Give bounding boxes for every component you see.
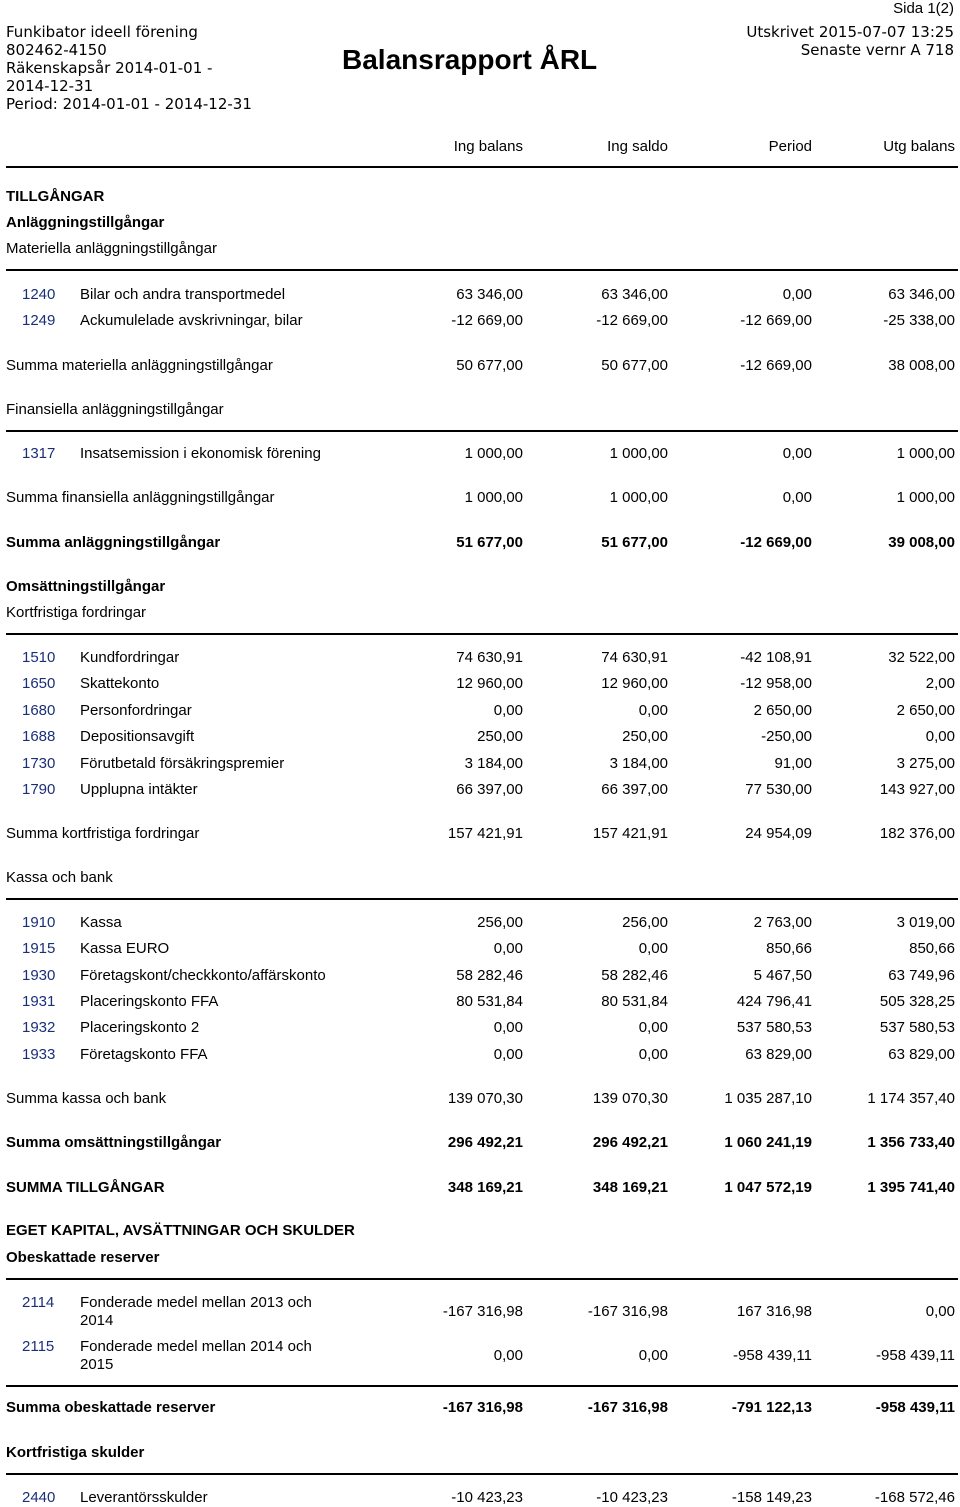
account-name-cont: 2014 <box>80 1312 114 1329</box>
amount-cell: 0,00 <box>493 1347 523 1364</box>
account-number: 1933 <box>22 1046 56 1063</box>
amount-cell: 58 282,46 <box>601 967 668 984</box>
amount-cell: -12 958,00 <box>740 675 812 692</box>
amount-cell: 66 397,00 <box>601 781 668 798</box>
amount-cell: -25 338,00 <box>883 312 955 329</box>
amount-cell: 0,00 <box>782 489 812 506</box>
amount-cell: 80 531,84 <box>601 993 668 1010</box>
fiscal-year-end: 2014-12-31 <box>6 77 94 95</box>
account-name: Ackumulelade avskrivningar, bilar <box>80 312 303 329</box>
group-title: Kortfristiga fordringar <box>6 604 147 621</box>
amount-cell: 1 174 357,40 <box>867 1090 955 1107</box>
amount-cell: 1 356 733,40 <box>867 1134 955 1151</box>
amount-cell: 1 000,00 <box>896 489 955 506</box>
divider <box>6 633 958 635</box>
group-title: Kassa och bank <box>6 869 113 886</box>
amount-cell: 348 169,21 <box>592 1179 668 1196</box>
org-name: Funkibator ideell förening <box>6 23 198 41</box>
amount-cell: 3 019,00 <box>896 914 955 931</box>
amount-cell: 139 070,30 <box>592 1090 668 1107</box>
fiscal-year: Räkenskapsår 2014-01-01 - <box>6 59 213 77</box>
account-name: Upplupna intäkter <box>80 781 198 798</box>
amount-cell: 0,00 <box>493 1019 523 1036</box>
account-name: Kundfordringar <box>80 649 180 666</box>
section-title: TILLGÅNGAR <box>6 188 105 205</box>
amount-cell: 157 421,91 <box>592 825 668 842</box>
amount-cell: 63 829,00 <box>745 1046 812 1063</box>
amount-cell: 51 677,00 <box>601 534 668 551</box>
sum-label: Summa finansiella anläggningstillgångar <box>6 489 275 506</box>
amount-cell: -12 669,00 <box>740 312 812 329</box>
amount-cell: 0,00 <box>638 940 668 957</box>
divider <box>6 1385 958 1387</box>
account-name: Förutbetald försäkringspremier <box>80 755 285 772</box>
amount-cell: 0,00 <box>493 940 523 957</box>
amount-cell: 0,00 <box>638 1019 668 1036</box>
amount-cell: 182 376,00 <box>879 825 955 842</box>
account-name: Depositionsavgift <box>80 728 195 745</box>
printed-date: Utskrivet 2015-07-07 13:25 <box>746 23 954 41</box>
amount-cell: 63 346,00 <box>601 286 668 303</box>
amount-cell: 1 000,00 <box>464 489 523 506</box>
amount-cell: 5 467,50 <box>753 967 812 984</box>
period: Period: 2014-01-01 - 2014-12-31 <box>6 95 252 113</box>
amount-cell: -958 439,11 <box>875 1399 955 1416</box>
divider <box>6 1278 958 1280</box>
account-name: Placeringskonto 2 <box>80 1019 200 1036</box>
amount-cell: 1 047 572,19 <box>724 1179 812 1196</box>
amount-cell: -10 423,23 <box>596 1489 668 1506</box>
group-title: Omsättningstillgångar <box>6 578 166 595</box>
account-name: Fonderade medel mellan 2013 och <box>80 1294 312 1311</box>
amount-cell: 3 184,00 <box>609 755 668 772</box>
amount-cell: 3 184,00 <box>464 755 523 772</box>
account-name: Insatsemission i ekonomisk förening <box>80 445 321 462</box>
amount-cell: 1 000,00 <box>609 489 668 506</box>
amount-cell: 1 000,00 <box>896 445 955 462</box>
sum-label: SUMMA TILLGÅNGAR <box>6 1179 165 1196</box>
account-name-cont: 2015 <box>80 1356 114 1373</box>
amount-cell: -250,00 <box>761 728 812 745</box>
account-name: Företagskont/checkkonto/affärskonto <box>80 967 326 984</box>
amount-cell: -12 669,00 <box>596 312 668 329</box>
amount-cell: 63 346,00 <box>888 286 955 303</box>
account-number: 1915 <box>22 940 56 957</box>
amount-cell: 66 397,00 <box>456 781 523 798</box>
col-ing-saldo: Ing saldo <box>607 138 668 155</box>
amount-cell: 2 650,00 <box>753 702 812 719</box>
amount-cell: -12 669,00 <box>451 312 523 329</box>
account-number: 1930 <box>22 967 56 984</box>
group-title: Obeskattade reserver <box>6 1249 160 1266</box>
amount-cell: 348 169,21 <box>447 1179 523 1196</box>
amount-cell: 0,00 <box>782 445 812 462</box>
org-number: 802462-4150 <box>6 41 107 59</box>
amount-cell: 63 829,00 <box>888 1046 955 1063</box>
amount-cell: 0,00 <box>493 1046 523 1063</box>
amount-cell: 167 316,98 <box>736 1303 812 1320</box>
amount-cell: 256,00 <box>622 914 668 931</box>
account-number: 2114 <box>22 1294 55 1311</box>
amount-cell: -168 572,46 <box>874 1489 955 1506</box>
amount-cell: 12 960,00 <box>456 675 523 692</box>
group-title: Finansiella anläggningstillgångar <box>6 401 224 418</box>
amount-cell: 850,66 <box>909 940 955 957</box>
account-name: Kassa EURO <box>80 940 170 957</box>
divider <box>6 269 958 271</box>
amount-cell: 296 492,21 <box>592 1134 668 1151</box>
section-title: Anläggningstillgångar <box>6 214 165 231</box>
amount-cell: -12 669,00 <box>740 534 812 551</box>
account-name: Leverantörsskulder <box>80 1489 208 1506</box>
amount-cell: -42 108,91 <box>740 649 812 666</box>
amount-cell: 63 346,00 <box>456 286 523 303</box>
amount-cell: 3 275,00 <box>896 755 955 772</box>
amount-cell: 1 000,00 <box>609 445 668 462</box>
sum-label: Summa kortfristiga fordringar <box>6 825 200 842</box>
amount-cell: 80 531,84 <box>456 993 523 1010</box>
amount-cell: -12 669,00 <box>740 357 812 374</box>
account-number: 2115 <box>22 1338 55 1355</box>
account-number: 1249 <box>22 312 56 329</box>
divider <box>6 1473 958 1475</box>
account-name: Skattekonto <box>80 675 160 692</box>
amount-cell: 12 960,00 <box>601 675 668 692</box>
amount-cell: 2 650,00 <box>896 702 955 719</box>
amount-cell: 250,00 <box>477 728 523 745</box>
col-utg-balans: Utg balans <box>883 138 955 155</box>
amount-cell: 63 749,96 <box>888 967 955 984</box>
amount-cell: -958 439,11 <box>876 1347 955 1364</box>
amount-cell: 0,00 <box>638 1347 668 1364</box>
amount-cell: 424 796,41 <box>736 993 812 1010</box>
amount-cell: -10 423,23 <box>451 1489 523 1506</box>
account-number: 1680 <box>22 702 56 719</box>
group-title: Materiella anläggningstillgångar <box>6 240 217 257</box>
amount-cell: 537 580,53 <box>736 1019 812 1036</box>
sum-label: Summa materiella anläggningstillgångar <box>6 357 273 374</box>
amount-cell: 2 763,00 <box>753 914 812 931</box>
amount-cell: 50 677,00 <box>456 357 523 374</box>
report-title: Balansrapport ÅRL <box>342 44 598 75</box>
account-name: Bilar och andra transportmedel <box>80 286 286 303</box>
amount-cell: 74 630,91 <box>456 649 523 666</box>
account-name: Placeringskonto FFA <box>80 993 219 1010</box>
account-name: Personfordringar <box>80 702 192 719</box>
account-number: 2440 <box>22 1489 56 1506</box>
account-number: 1910 <box>22 914 56 931</box>
sum-label: Summa obeskattade reserver <box>6 1399 216 1416</box>
amount-cell: 74 630,91 <box>601 649 668 666</box>
account-number: 1240 <box>22 286 56 303</box>
amount-cell: 50 677,00 <box>601 357 668 374</box>
amount-cell: 0,00 <box>638 702 668 719</box>
amount-cell: -158 149,23 <box>731 1489 812 1506</box>
account-number: 1650 <box>22 675 56 692</box>
amount-cell: -167 316,98 <box>442 1399 523 1416</box>
amount-cell: 139 070,30 <box>447 1090 523 1107</box>
amount-cell: 0,00 <box>782 286 812 303</box>
last-voucher: Senaste vernr A 718 <box>800 41 954 59</box>
account-number: 1317 <box>22 445 56 462</box>
amount-cell: 91,00 <box>774 755 812 772</box>
amount-cell: 58 282,46 <box>456 967 523 984</box>
amount-cell: -167 316,98 <box>587 1303 668 1320</box>
amount-cell: 0,00 <box>638 1046 668 1063</box>
divider <box>6 898 958 900</box>
group-title: Kortfristiga skulder <box>6 1444 145 1461</box>
sum-label: Summa omsättningstillgångar <box>6 1134 222 1151</box>
divider <box>6 430 958 432</box>
amount-cell: 250,00 <box>622 728 668 745</box>
amount-cell: -958 439,11 <box>733 1347 812 1364</box>
group-title: EGET KAPITAL, AVSÄTTNINGAR OCH SKULDER <box>6 1222 355 1239</box>
page-number: Sida 1(2) <box>893 0 954 17</box>
sum-label: Summa anläggningstillgångar <box>6 534 221 551</box>
amount-cell: 256,00 <box>477 914 523 931</box>
amount-cell: 32 522,00 <box>888 649 955 666</box>
amount-cell: 157 421,91 <box>447 825 523 842</box>
amount-cell: 0,00 <box>493 702 523 719</box>
account-name: Kassa <box>80 914 122 931</box>
amount-cell: 850,66 <box>766 940 812 957</box>
account-number: 1932 <box>22 1019 56 1036</box>
account-number: 1790 <box>22 781 56 798</box>
amount-cell: 0,00 <box>925 728 955 745</box>
sum-label: Summa kassa och bank <box>6 1090 167 1107</box>
amount-cell: 39 008,00 <box>888 534 955 551</box>
col-period: Period <box>768 138 812 155</box>
amount-cell: 77 530,00 <box>745 781 812 798</box>
account-name: Fonderade medel mellan 2014 och <box>80 1338 312 1355</box>
amount-cell: -791 122,13 <box>731 1399 812 1416</box>
account-number: 1510 <box>22 649 56 666</box>
col-ing-balans: Ing balans <box>453 138 523 155</box>
amount-cell: 1 395 741,40 <box>867 1179 955 1196</box>
amount-cell: -167 316,98 <box>587 1399 668 1416</box>
amount-cell: 143 927,00 <box>879 781 955 798</box>
amount-cell: -167 316,98 <box>442 1303 523 1320</box>
amount-cell: 505 328,25 <box>879 993 955 1010</box>
amount-cell: 296 492,21 <box>447 1134 523 1151</box>
account-number: 1688 <box>22 728 56 745</box>
amount-cell: 2,00 <box>925 675 955 692</box>
amount-cell: 1 035 287,10 <box>724 1090 812 1107</box>
amount-cell: 24 954,09 <box>745 825 812 842</box>
amount-cell: 51 677,00 <box>456 534 523 551</box>
amount-cell: 537 580,53 <box>879 1019 955 1036</box>
account-number: 1730 <box>22 755 56 772</box>
amount-cell: 1 060 241,19 <box>724 1134 812 1151</box>
account-number: 1931 <box>22 993 56 1010</box>
account-name: Företagskonto FFA <box>80 1046 208 1063</box>
amount-cell: 38 008,00 <box>888 357 955 374</box>
divider <box>6 166 958 168</box>
amount-cell: 0,00 <box>925 1303 955 1320</box>
amount-cell: 1 000,00 <box>464 445 523 462</box>
